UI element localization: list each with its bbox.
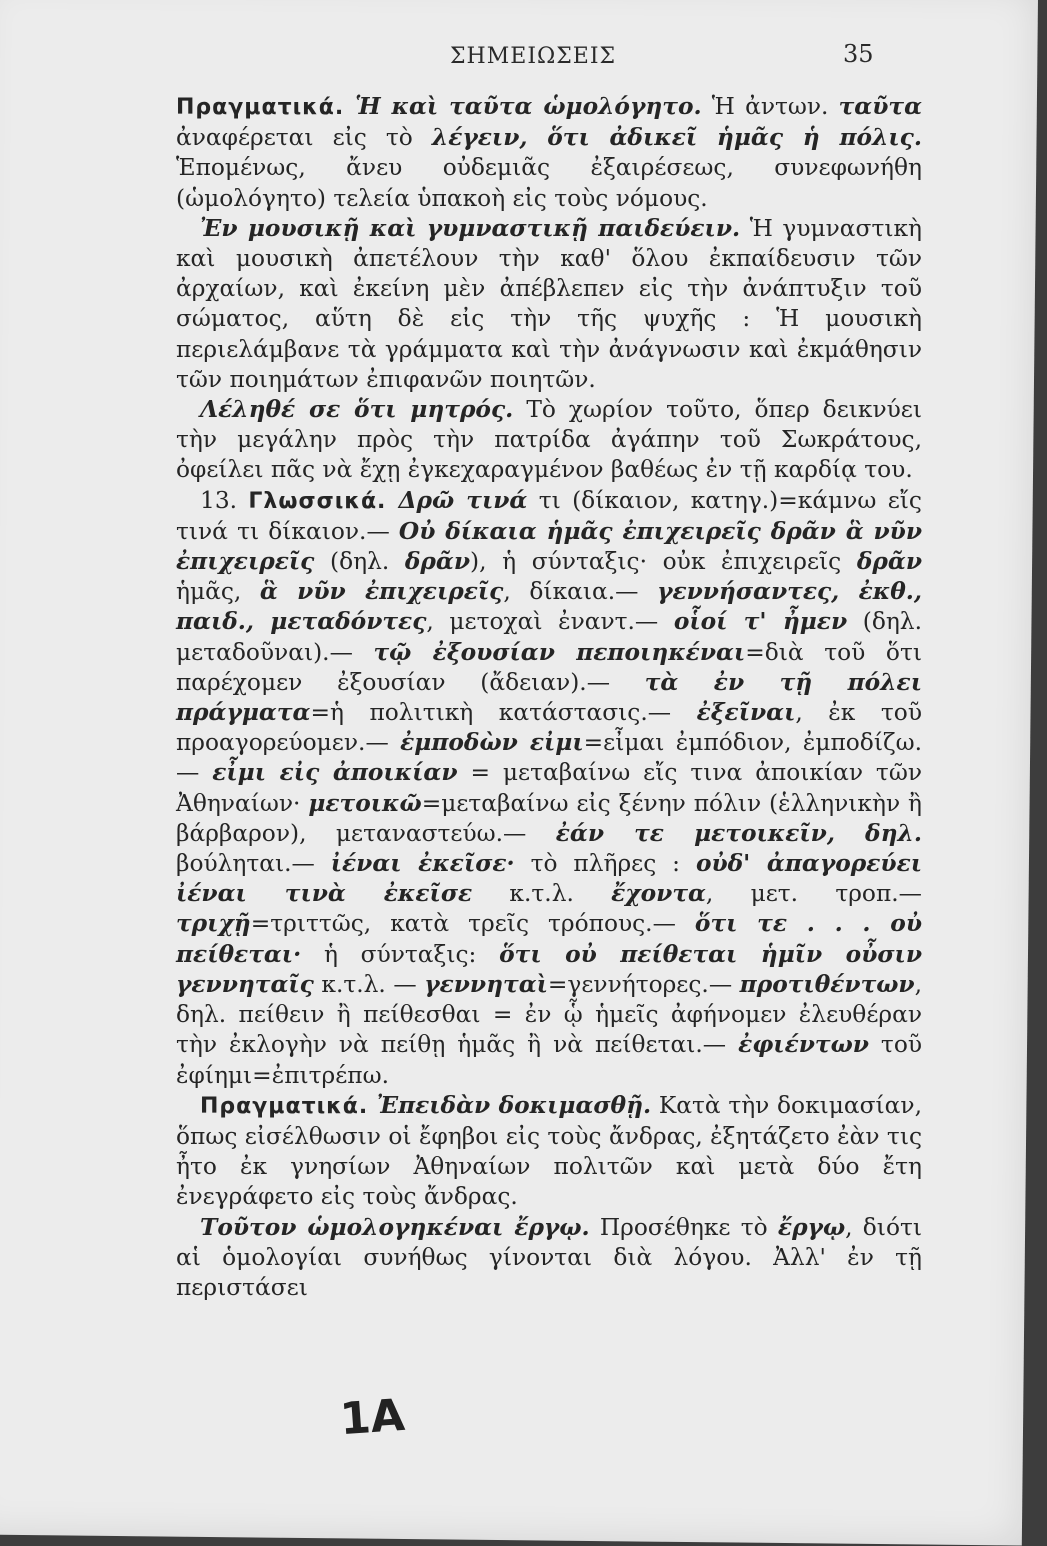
page-header: [0, 38, 1047, 78]
commentary-text: Ἑπομένως, ἄνευ οὐδεμιᾶς ἐξαιρέσεως, συνεφωνήθη (ὡμολόγητο) τελεία ὑπακοὴ εἰς τοὺς νόμους.: [176, 154, 922, 212]
lemma-text: Οὐ δίκαια ἡμᾶς ἐπιχειρεῖς δρᾶν ἃ νῦν ἐπιχειρεῖς: [176, 517, 922, 576]
lemma-text: λέγειν, ὅτι ἀδικεῖ ἡμᾶς ἡ πόλις.: [431, 124, 922, 152]
paragraph: [176, 92, 922, 214]
commentary-text: βούληται.—: [176, 850, 331, 878]
paragraph: [176, 214, 922, 395]
lemma-text: Λέληθέ σε ὅτι μητρός.: [200, 396, 514, 424]
commentary-text: Προσέθηκε τὸ: [589, 1213, 778, 1241]
commentary-text: Ἡ γυμναστικὴ καὶ μουσικὴ ἀπετέλουν τὴν καθ' ὅλου ἐκπαίδευσιν τῶν ἀρχαίων, καὶ ἐκείνη μὲν ἀπέβλεπεν εἰς τὴν ἀνάπτυξιν τοῦ σώματος, αὕτη δὲ εἰς τὴν τῆς ψυχῆς : Ἡ μουσικὴ περιελάμβανε τὰ γράμματα καὶ τὴν ἀνάγνωσιν καὶ ἐκμάθησιν τῶν ποιημάτων ἐπιφανῶν ποιητῶν.: [176, 214, 922, 393]
commentary-text: , διότι αἱ ὁμολογίαι συνήθως γίνονται διὰ λόγου. Ἀλλ' ἐν τῇ περιστάσει: [176, 1213, 922, 1301]
lemma-text: ἐάν τε μετοικεῖν, δηλ.: [555, 819, 922, 847]
commentary-text: , δίκαια.—: [503, 578, 658, 606]
commentary-text: , μετ. τροπ.—: [705, 880, 922, 908]
lemma-text: Δρῶ τινά: [386, 486, 528, 514]
lemma-text: δρᾶν: [856, 548, 922, 576]
commentary-text: =ἡ πολιτικὴ κατάστασις.—: [310, 699, 697, 727]
commentary-text: (δηλ.: [314, 548, 405, 576]
lemma-text: ἐφιέντων: [738, 1031, 869, 1059]
commentary-text: , δηλ. πείθειν ἢ πείθεσθαι = ἐν ᾧ ἡμεῖς ἀφήνομεν ἐλευθέραν τὴν ἐκλογὴν νὰ πείθῃ ἡμᾶς ἢ νὰ πείθεται.—: [176, 970, 922, 1059]
lemma-text: οὐδ' ἀπαγορεύει ἰέναι τινὰ ἐκεῖσε: [176, 850, 923, 908]
commentary-text: = μεταβαίνω εἴς τινα ἀποικίαν τῶν Ἀθηναίων·: [176, 759, 922, 817]
commentary-text: , ἐκ τοῦ προαγορεύομεν.—: [176, 699, 922, 757]
lemma-text: ὅτι οὐ πείθεται ἡμῖν οὖσιν γεννηταῖς: [176, 940, 922, 998]
commentary-text: κ.τ.λ. —: [313, 970, 425, 998]
commentary-text: τοῦ ἐφίημι=ἐπιτρέπω.: [176, 1031, 923, 1089]
running-head: ΣΗΜΕΙΩΣΕΙΣ: [450, 44, 617, 69]
lemma-text: μετοικῶ: [308, 789, 422, 817]
commentary-text: ἡμᾶς,: [176, 578, 260, 606]
lemma-text: ἐμποδὼν εἰμι: [400, 729, 584, 757]
lemma-text: ἔργῳ: [777, 1213, 846, 1241]
commentary-text: =διὰ τοῦ ὅτι παρέχομεν ἐξουσίαν (ἄδειαν).—: [176, 638, 922, 696]
commentary-text: =γεννήτορες.—: [547, 970, 740, 998]
commentary-text: =μεταβαίνω εἰς ξένην πόλιν (ἑλληνικὴν ἢ βάρβαρον), μεταναστεύω.—: [176, 789, 922, 847]
lemma-text: εἶμι εἰς ἀποικίαν: [212, 759, 458, 787]
lemma-text: ἔχοντα: [611, 880, 706, 908]
commentary-text: ἀναφέρεται εἰς τὸ: [176, 124, 432, 152]
commentary-text: Κατὰ τὴν δοκιμασίαν, ὅπως εἰσέλθωσιν οἱ ἔφηβοι εἰς τοὺς ἄνδρας, ἐξητάζετο ἐὰν τις ἦτο ἐκ γνησίων Ἀθηναίων πολιτῶν καὶ μετὰ δύο ἔτη ἐνεγράφετο εἰς τοὺς ἄνδρας.: [176, 1091, 922, 1211]
commentary-text: Ἡ ἀντων.: [701, 93, 839, 120]
lemma-text: δρᾶν: [404, 548, 471, 576]
lemma-text: τὰ ἐν τῇ πόλει πράγματα: [176, 668, 922, 727]
lemma-text: τριχῇ: [176, 910, 251, 938]
lemma-text: προτιθέντων: [739, 970, 915, 998]
section-heading: Γλωσσικά.: [248, 488, 387, 514]
lemma-text: οἷοί τ' ἦμεν: [673, 608, 848, 636]
commentary-text: τι (δίκαιον, κατηγ.)=κάμνω εἴς τινά τι δίκαιον.—: [176, 486, 922, 545]
lemma-text: ἃ νῦν ἐπιχειρεῖς: [259, 578, 504, 606]
lemma-text: γεννήσαντες, ἐκθ., παιδ., μεταδόντες: [176, 578, 922, 636]
commentary-text: 13.: [200, 486, 249, 514]
paragraph: [176, 1091, 922, 1213]
commentary-text: ), ἡ σύνταξις· οὐκ ἐπιχειρεῖς: [470, 548, 857, 576]
commentary-text: κ.τ.λ.: [472, 880, 612, 908]
commentary-text: Τὸ χωρίον τοῦτο, ὅπερ δεικνύει τὴν μεγάλην πρὸς τὴν πατρίδα ἀγάπην τοῦ Σωκράτους, ὀφείλει πᾶς νὰ ἔχῃ ἐγκεχαραγμένον βαθέως ἐν τῇ καρδίᾳ του.: [176, 396, 922, 484]
paragraph: [176, 395, 922, 486]
lemma-text: Ἡ καὶ ταῦτα ὡμολόγητο.: [344, 93, 702, 120]
commentary-text: , μετοχαὶ ἐναντ.—: [426, 608, 674, 636]
lemma-text: τῷ ἐξουσίαν πεποιηκέναι: [373, 638, 746, 666]
lemma-text: ὅτι τε . . . οὐ πείθεται·: [176, 910, 922, 968]
handwritten-mark: 1A: [338, 1389, 407, 1446]
lemma-text: Ἐν μουσικῇ καὶ γυμναστικῇ παιδεύειν.: [200, 214, 741, 242]
page-number: 35: [843, 40, 874, 68]
lemma-text: ἰέναι ἐκεῖσε·: [330, 850, 515, 878]
section-heading: Πραγματικά.: [200, 1093, 369, 1119]
lemma-text: Τοῦτον ὡμολογηκέναι ἔργῳ.: [200, 1213, 590, 1241]
lemma-text: ταῦτα: [838, 93, 922, 120]
paragraph: [176, 486, 922, 1091]
lemma-text: Ἐπειδὰν δοκιμασθῇ.: [368, 1091, 652, 1119]
commentary-text: τὸ πλῆρες :: [514, 850, 696, 878]
commentary-text: (δηλ. μεταδοῦναι).—: [176, 608, 922, 666]
body-text: [176, 92, 922, 1303]
lemma-text: ἐξεῖναι: [696, 699, 796, 727]
section-heading: Πραγματικά.: [176, 95, 345, 120]
commentary-text: ἡ σύνταξις:: [301, 940, 500, 968]
lemma-text: γεννηταὶ: [424, 970, 548, 998]
commentary-text: =τριττῶς, κατὰ τρεῖς τρόπους.—: [250, 910, 695, 938]
commentary-text: =εἶμαι ἐμπόδιον, ἐμποδίζω.—: [176, 729, 922, 787]
paragraph: [176, 1213, 922, 1304]
